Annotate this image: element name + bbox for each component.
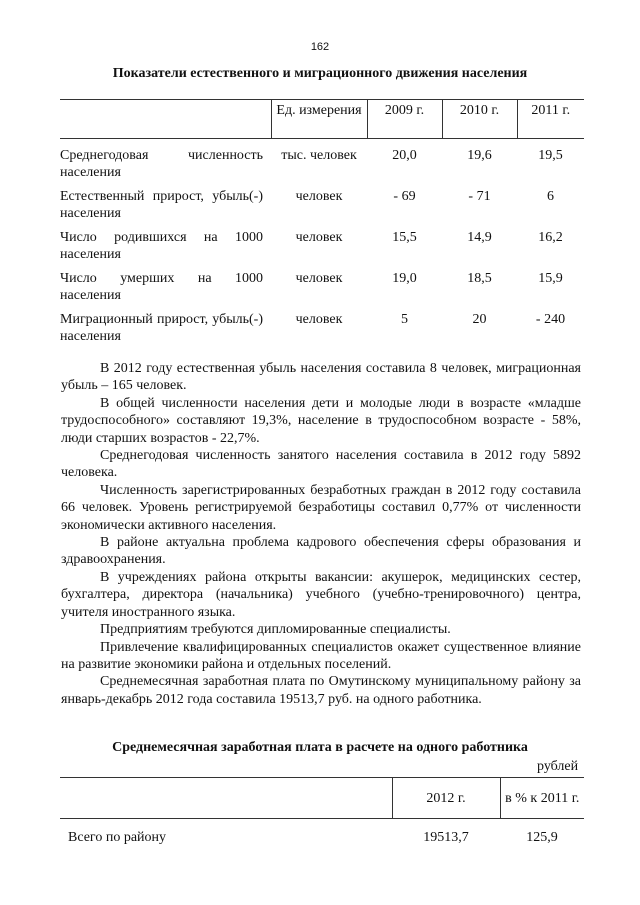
- value-2009: 19,0: [392, 271, 417, 286]
- table-row: [60, 819, 584, 847]
- table-row: [60, 311, 584, 352]
- paragraph: Среднемесячная заработная плата по Омутинскому муниципальному району за январь-декабрь 2012 года составила 19513,7 руб. на одного работника.: [61, 674, 581, 707]
- population-table: [60, 99, 584, 352]
- value-percent: 125,9: [526, 830, 558, 845]
- table-header-row: [60, 100, 584, 139]
- table-row: [60, 188, 584, 229]
- value-2009: 5: [401, 312, 408, 327]
- column-header: 2011 г.: [517, 100, 584, 139]
- table-row: [60, 139, 584, 189]
- value-2010: 19,6: [467, 148, 492, 163]
- paragraph: Численность зарегистрированных безработных граждан в 2012 году составила 66 человек. Уровень регистрируемой безработицы составил 0,77% от численности экономически активного населения.: [61, 482, 581, 533]
- row-unit: человек: [295, 189, 343, 204]
- value-2010: 14,9: [467, 230, 492, 245]
- value-2011: 6: [547, 189, 554, 204]
- paragraph: Среднегодовая численность занятого населения составила в 2012 году 5892 человека.: [61, 448, 581, 481]
- salary-table-title: Среднемесячная заработная плата в расчете на одного работника: [112, 740, 528, 755]
- table-header-row: [60, 778, 584, 819]
- row-label: Число умерших на 1000 населения: [60, 271, 263, 303]
- row-label: Среднегодовая численность населения: [60, 148, 263, 180]
- body-text: [61, 360, 581, 708]
- column-header: 2010 г.: [442, 100, 517, 139]
- value-2010: 20: [472, 312, 487, 327]
- value-2010: 18,5: [467, 271, 492, 286]
- row-unit: человек: [295, 271, 343, 286]
- paragraph: В учреждениях района открыты вакансии: акушерок, медицинских сестер, бухгалтера, директора (начальника) учебного (учебно-тренировочного) центра, учителя иностранного языка.: [61, 569, 581, 620]
- units-note: рублей: [537, 759, 579, 774]
- value-2009: 20,0: [392, 148, 417, 163]
- table-row: [60, 270, 584, 311]
- value-2011: 19,5: [538, 148, 563, 163]
- row-unit: тыс. человек: [281, 148, 357, 163]
- table-row: [60, 229, 584, 270]
- column-header: [60, 100, 271, 139]
- value-2010: - 71: [468, 189, 491, 204]
- column-header: Ед. измерения: [271, 100, 367, 139]
- paragraph: В общей численности населения дети и молодые люди в возрасте «младше трудоспособного» составляют 19,3%, население в трудоспособном возрасте - 58%, люди старших возрастов - 22,7%.: [61, 395, 581, 446]
- value-2011: 15,9: [538, 271, 563, 286]
- paragraph: В районе актуальна проблема кадрового обеспечения сферы образования и здравоохранения.: [61, 535, 581, 568]
- row-unit: человек: [295, 230, 343, 245]
- population-table-title: Показатели естественного и миграционного движения населения: [112, 66, 528, 81]
- value-2011: - 240: [535, 312, 566, 327]
- paragraph: Предприятиям требуются дипломированные специалисты.: [100, 622, 451, 638]
- salary-table: [60, 777, 584, 846]
- column-header: в % к 2011 г.: [500, 778, 584, 819]
- page-number: 162: [310, 41, 330, 53]
- value-2009: - 69: [393, 189, 416, 204]
- row-label: Всего по району: [68, 830, 167, 845]
- column-header: 2009 г.: [367, 100, 442, 139]
- row-label: Миграционный прирост, убыль(-) населения: [60, 312, 263, 344]
- value-2009: 15,5: [392, 230, 417, 245]
- column-header: [60, 778, 392, 819]
- row-label: Число родившихся на 1000 населения: [60, 230, 263, 262]
- row-unit: человек: [295, 312, 343, 327]
- value-2012: 19513,7: [423, 830, 469, 845]
- paragraph: В 2012 году естественная убыль населения составила 8 человек, миграционная убыль – 165 человек.: [61, 361, 581, 394]
- value-2011: 16,2: [538, 230, 563, 245]
- column-header: 2012 г.: [392, 778, 500, 819]
- row-label: Естественный прирост, убыль(-) населения: [60, 189, 263, 221]
- paragraph: Привлечение квалифицированных специалистов окажет существенное влияние на развитие экономики района и отдельных поселений.: [61, 639, 581, 672]
